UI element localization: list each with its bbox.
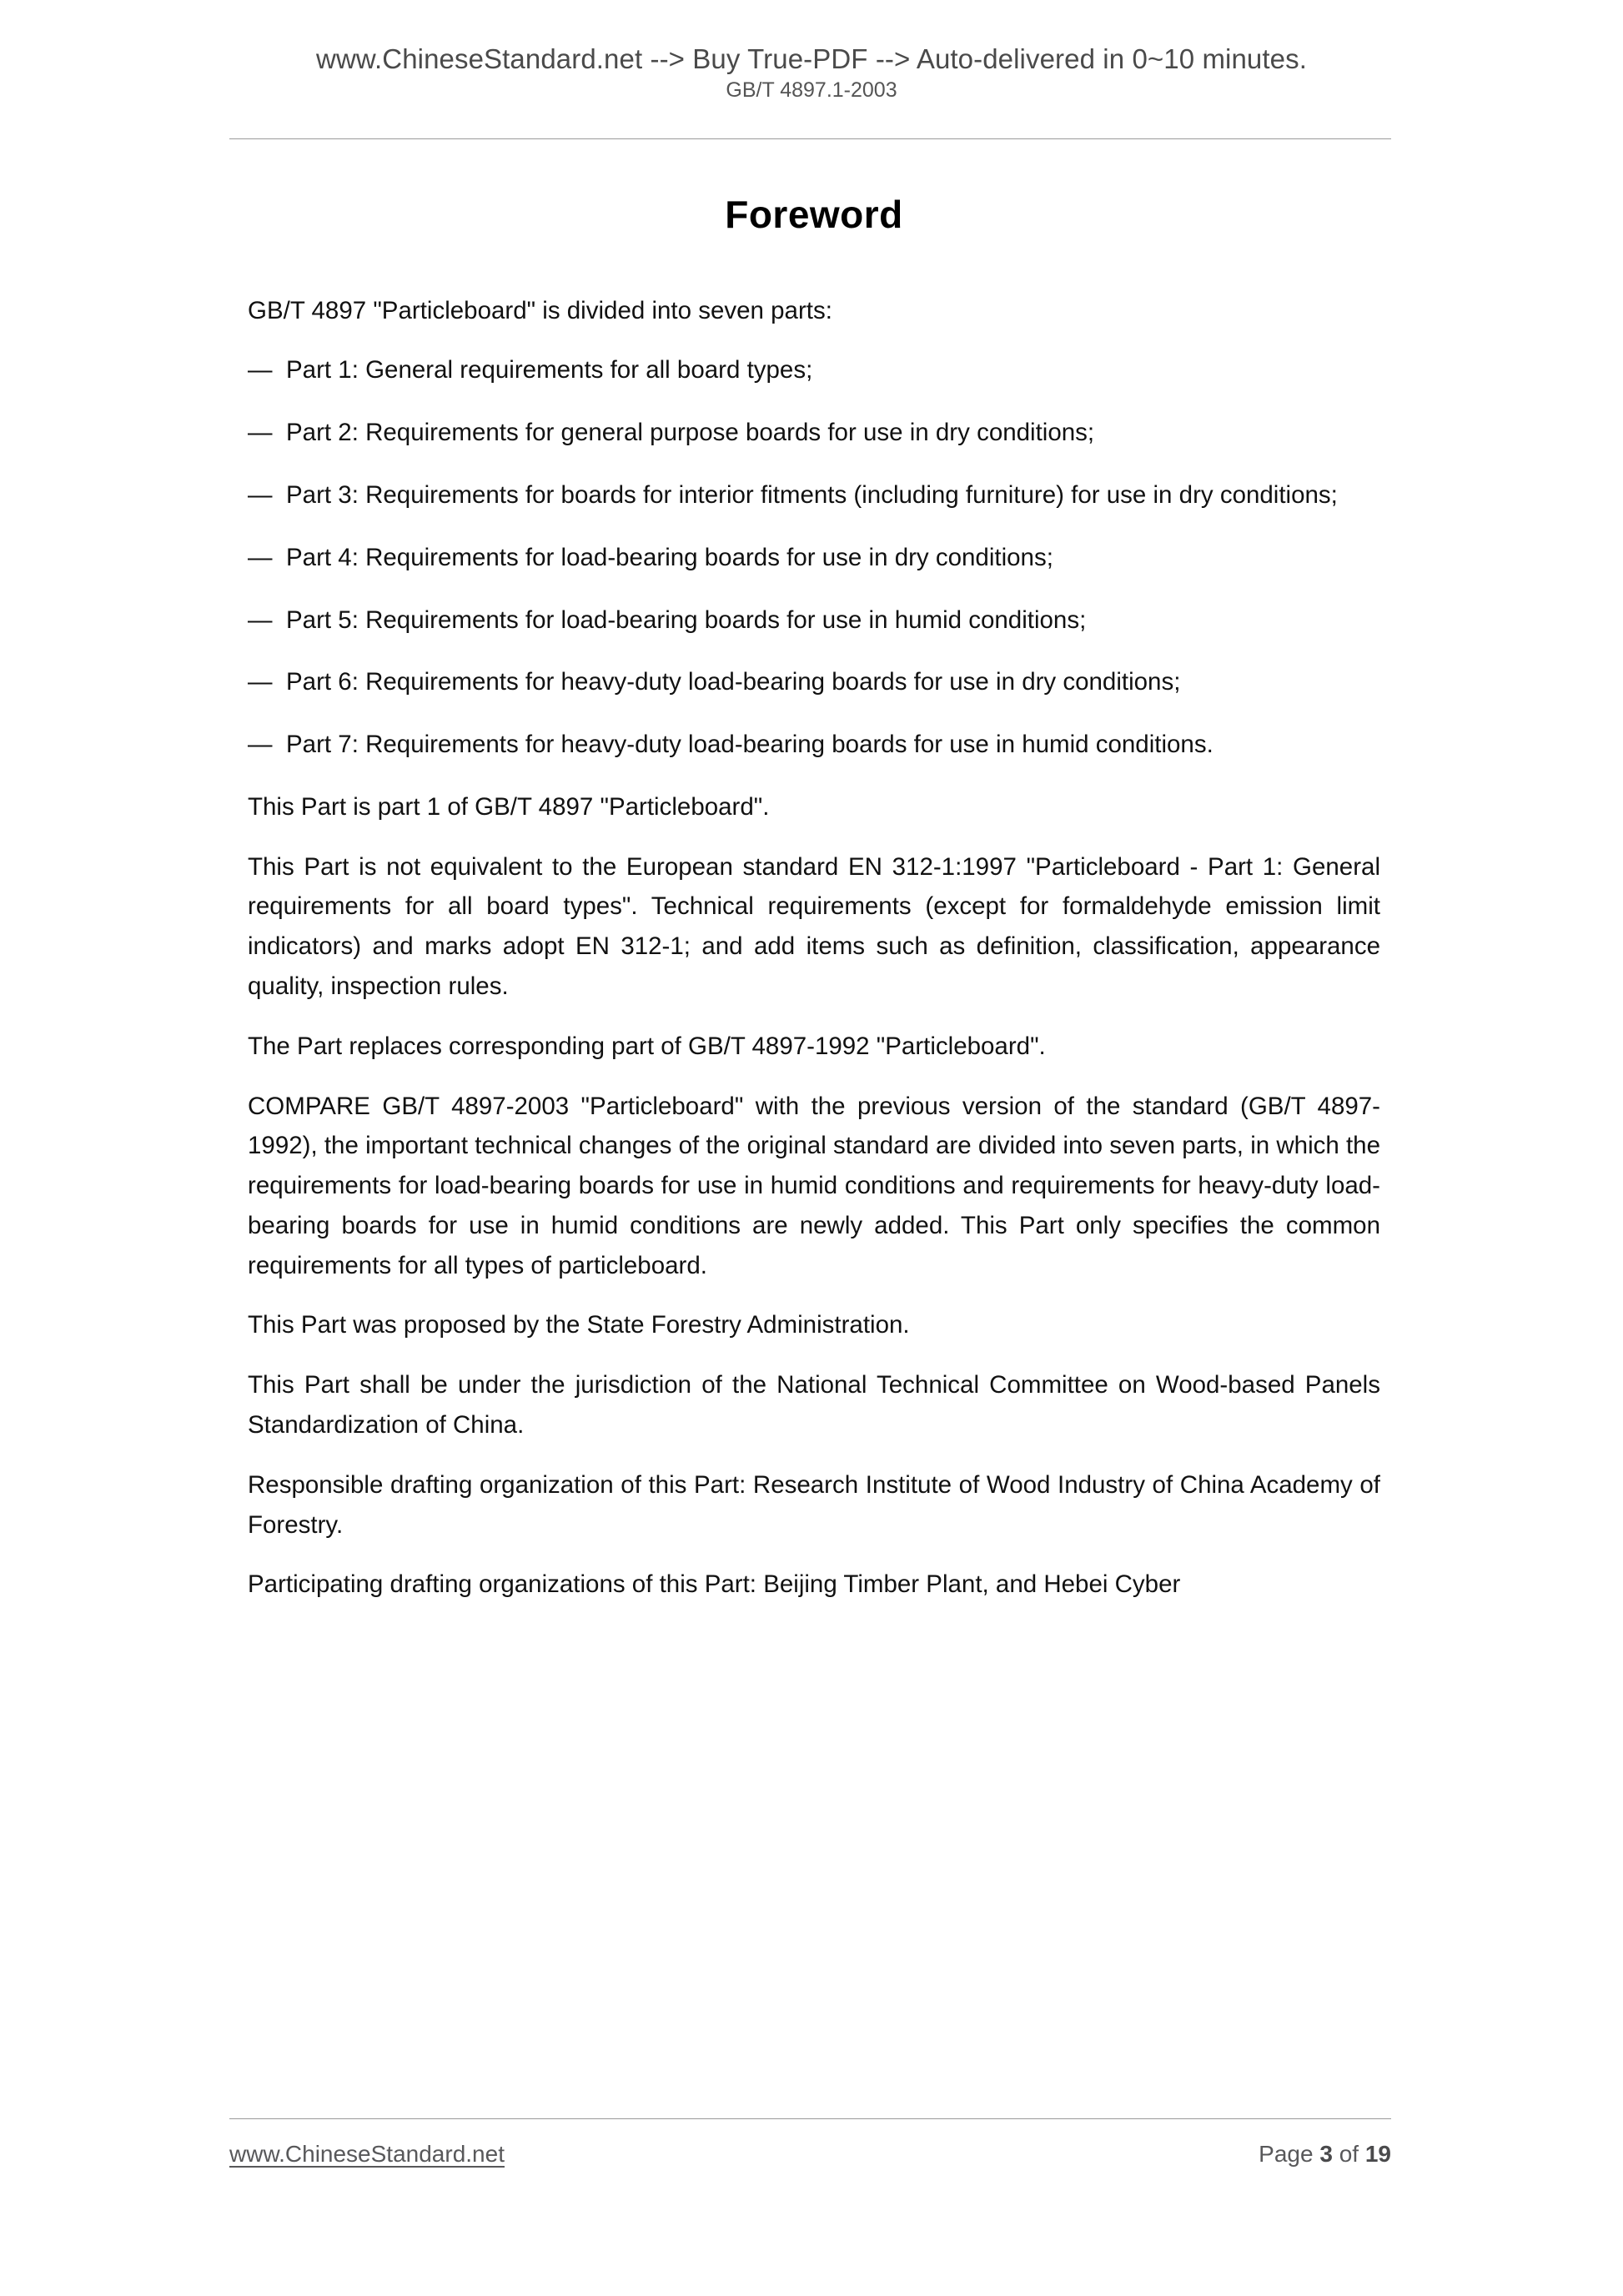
list-item-label: Part 7: Requirements for heavy-duty load-bearing boards for use in humid conditions. xyxy=(286,731,1213,759)
header-divider xyxy=(229,138,1391,139)
list-item-label: Part 4: Requirements for load-bearing boards for use in dry conditions; xyxy=(286,543,1053,571)
page-footer xyxy=(229,2118,1391,2168)
list-item xyxy=(248,600,1380,641)
list-item-label: Part 1: General requirements for all board types; xyxy=(286,356,813,384)
em-dash-marker: — xyxy=(248,668,273,696)
em-dash-marker: — xyxy=(248,605,273,634)
list-item-label: Part 3: Requirements for boards for interior fitments (including furniture) for use in dry conditions; xyxy=(286,480,1338,509)
list-item xyxy=(248,725,1380,765)
body-paragraph: COMPARE GB/T 4897-2003 "Particleboard" with the previous version of the standard (GB/T 4897-1992), the important technical changes of the original standard are divided into seven parts, in which the requirements for load-bearing boards for use in humid conditions and requirements for heavy-duty load-bearing boards for use in humid conditions are newly added. This Part only specifies the common requirements for all types of particleboard. xyxy=(248,1092,1380,1279)
body-paragraph: This Part is not equivalent to the European standard EN 312-1:1997 "Particleboard - Part 1: General requirements for all board types". Technical requirements (except for formaldehyde emission limit indicators) and marks adopt EN 312-1; and add items such as definition, classification, appearance quality, inspection rules. xyxy=(248,852,1380,1000)
body-paragraph: Responsible drafting organization of this Part: Research Institute of Wood Industry of China Academy of Forestry. xyxy=(248,1470,1380,1539)
document-body xyxy=(248,193,1380,1625)
list-item-label: Part 5: Requirements for load-bearing boards for use in humid conditions; xyxy=(286,605,1087,634)
footer-website-link[interactable]: www.ChineseStandard.net xyxy=(229,2141,505,2167)
em-dash-marker: — xyxy=(248,543,273,571)
list-item-label: Part 2: Requirements for general purpose boards for use in dry conditions; xyxy=(286,419,1095,447)
page-number-indicator xyxy=(1259,2141,1391,2168)
list-item xyxy=(248,350,1380,390)
page-header xyxy=(0,0,1623,103)
body-paragraph: The Part replaces corresponding part of GB/T 4897-1992 "Particleboard". xyxy=(248,1032,1046,1060)
list-item xyxy=(248,538,1380,578)
body-paragraph: Participating drafting organizations of this Part: Beijing Timber Plant, and Hebei Cyber xyxy=(248,1570,1181,1599)
standard-number: GB/T 4897.1-2003 xyxy=(726,78,897,102)
page-prefix-label: Page xyxy=(1259,2141,1320,2167)
footer-divider xyxy=(229,2118,1391,2119)
em-dash-marker: — xyxy=(248,419,273,447)
list-item-label: Part 6: Requirements for heavy-duty load-bearing boards for use in dry conditions; xyxy=(286,668,1181,696)
body-paragraph: This Part was proposed by the State Forestry Administration. xyxy=(248,1311,910,1339)
em-dash-marker: — xyxy=(248,480,273,509)
em-dash-marker: — xyxy=(248,356,273,384)
body-paragraph: This Part shall be under the jurisdiction of the National Technical Committee on Wood-based Panels Standardization of China. xyxy=(248,1371,1380,1439)
em-dash-marker: — xyxy=(248,731,273,759)
parts-list xyxy=(248,350,1380,764)
page-current-number: 3 xyxy=(1319,2141,1333,2167)
page-title: Foreword xyxy=(725,193,903,236)
page-middle-label: of xyxy=(1332,2141,1365,2167)
watermark-promo-text: www.ChineseStandard.net --> Buy True-PDF --> Auto-delivered in 0~10 minutes. xyxy=(316,43,1307,74)
intro-paragraph: GB/T 4897 "Particleboard" is divided into seven parts: xyxy=(248,296,832,324)
body-paragraph: This Part is part 1 of GB/T 4897 "Particleboard". xyxy=(248,792,770,821)
list-item xyxy=(248,475,1380,515)
page-total-number: 19 xyxy=(1364,2141,1391,2167)
list-item xyxy=(248,662,1380,702)
list-item xyxy=(248,413,1380,453)
footer-row xyxy=(229,2141,1391,2168)
